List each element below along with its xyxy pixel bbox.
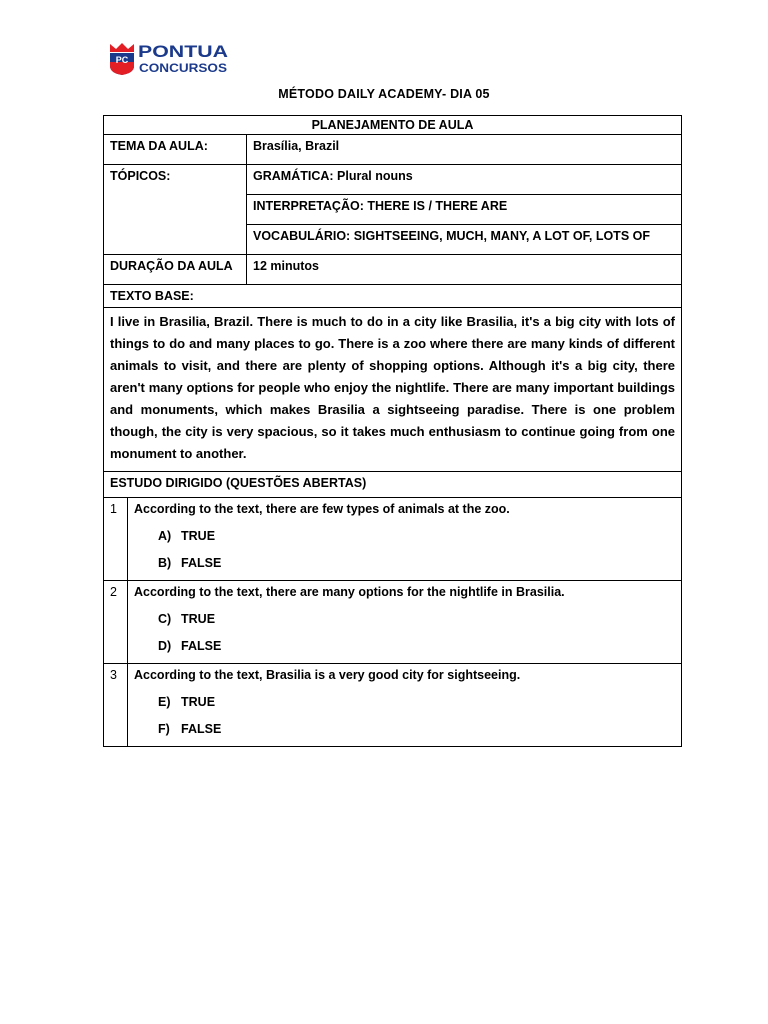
option-label: FALSE xyxy=(181,722,222,736)
lesson-plan-table xyxy=(103,115,682,747)
question-number: 3 xyxy=(110,668,117,682)
document-title: MÉTODO DAILY ACADEMY- DIA 05 xyxy=(278,87,490,101)
option-letter: B) xyxy=(158,556,172,570)
question-row xyxy=(104,581,682,664)
question-option xyxy=(134,636,675,663)
topico-vocabulario: VOCABULÁRIO: SIGHTSEEING, MUCH, MANY, A LOT OF, LOTS OF xyxy=(247,225,682,255)
duracao-label: DURAÇÃO DA AULA xyxy=(104,255,247,285)
topico-interpretacao: INTERPRETAÇÃO: THERE IS / THERE ARE xyxy=(247,195,682,225)
option-label: TRUE xyxy=(181,529,216,543)
texto-base-label: TEXTO BASE: xyxy=(104,285,682,308)
estudo-dirigido-label: ESTUDO DIRIGIDO (QUESTÕES ABERTAS) xyxy=(104,472,682,498)
pontua-concursos-logo xyxy=(108,42,230,76)
question-option xyxy=(134,719,675,746)
topico-gramatica: GRAMÁTICA: Plural nouns xyxy=(247,165,682,195)
option-letter: F) xyxy=(158,722,170,736)
logo-brand-line2: CONCURSOS xyxy=(139,61,227,75)
option-letter: C) xyxy=(158,612,172,626)
question-text: According to the text, Brasilia is a very good city for sightseeing. xyxy=(134,668,521,682)
crown-icon xyxy=(110,43,134,52)
logo-badge-text: PC xyxy=(115,55,129,65)
option-letter: E) xyxy=(158,695,171,709)
duracao-value: 12 minutos xyxy=(247,255,682,285)
question-option xyxy=(134,609,675,636)
question-option xyxy=(134,692,675,719)
question-text: According to the text, there are few types of animals at the zoo. xyxy=(134,502,510,516)
tema-value: Brasília, Brazil xyxy=(247,135,682,165)
option-label: TRUE xyxy=(181,612,216,626)
option-label: FALSE xyxy=(181,639,222,653)
question-row xyxy=(104,664,682,747)
logo-brand-line1: PONTUA xyxy=(138,42,228,61)
question-option xyxy=(134,526,675,553)
question-number: 2 xyxy=(110,585,117,599)
question-number: 1 xyxy=(110,502,117,516)
option-label: TRUE xyxy=(181,695,216,709)
topicos-label: TÓPICOS: xyxy=(104,165,247,255)
texto-base-paragraph: I live in Brasilia, Brazil. There is much to do in a city like Brasilia, it's a big city with lots of things to do and many places to go. There is a zoo where there are many kinds of different animals to visit, and there are plenty of shopping options. Although it's a big city, there aren't many options for people who enjoy the nightlife. There are many important buildings and monuments, which makes Brasilia a sightseeing paradise. There is one problem though, the city is very spacious, so it takes much enthusiasm to continue going from one monument to another. xyxy=(104,308,682,472)
question-option xyxy=(134,553,675,580)
question-text: According to the text, there are many options for the nightlife in Brasilia. xyxy=(134,585,565,599)
tema-label: TEMA DA AULA: xyxy=(104,135,247,165)
table-header: PLANEJAMENTO DE AULA xyxy=(104,116,682,135)
option-label: FALSE xyxy=(181,556,222,570)
option-letter: A) xyxy=(158,529,172,543)
question-row xyxy=(104,498,682,581)
option-letter: D) xyxy=(158,639,172,653)
